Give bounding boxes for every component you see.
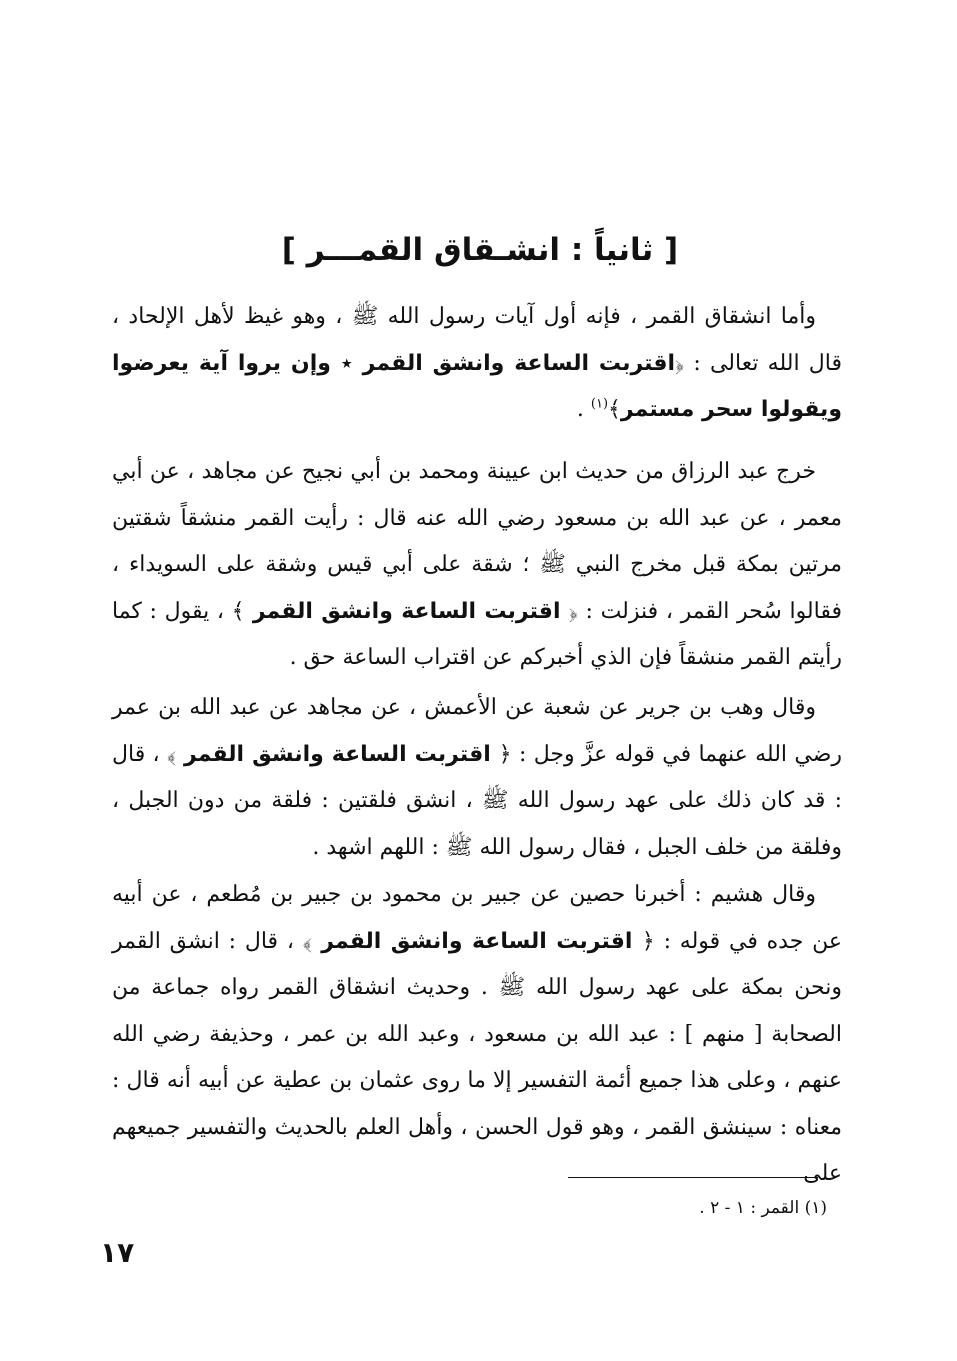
- verse-bracket: ﴾: [608, 397, 621, 422]
- paragraph-text-end: ﴾ ، قال : انشق القمر ونحن بمكة على عهد رسول الله ﷺ . وحديث انشقاق القمر رواه جماعة من الصحابة [ منهم ] : عبد الله بن مسعود ، وعبد الله بن عمر ، وحذيفة رضي الله عنهم ، وعلى هذا جميع أئمة التفسير إلا ما روى عثمان بن عطية عن أبيه أنه قال : معناه : سينشق القمر ، وهو قول الحسن ، وأهل العلم بالحديث والتفسير جميعهم على: [112, 928, 842, 1186]
- paragraph-text-end: ﴾ ، يقول : كما رأيتم القمر منشقاً فإن الذي أخبركم عن اقتراب الساعة حق .: [112, 598, 842, 670]
- footnote-marker: (١): [590, 396, 609, 412]
- paragraph-text: وقال هشيم : أخبرنا حصين عن جبير بن محمود بن جبير بن مُطعم ، عن أبيه عن جده في قوله : ﴿: [112, 882, 842, 954]
- quran-verse: اقتربت الساعة وانشق القمر: [244, 598, 569, 624]
- paragraph-text-end: .: [576, 397, 591, 422]
- paragraph-hushaym: [112, 872, 842, 1198]
- quran-verse: اقتربت الساعة وانشق القمر: [176, 741, 499, 767]
- page-number: ١٧: [100, 1236, 135, 1269]
- paragraph-text: وقال وهب بن جرير عن شعبة عن الأعمش ، عن مجاهد عن عبد الله بن عمر رضي الله عنهما في قوله عزَّ وجل : ﴿: [112, 695, 843, 767]
- quran-verse: اقتربت الساعة وانشق القمر: [311, 928, 642, 954]
- paragraph-text: خرج عبد الرزاق من حديث ابن عيينة ومحمد بن أبي نجيح عن مجاهد ، عن أبي معمر ، عن عبد الله بن مسعود رضي الله عنه قال : رأيت القمر منشقاً شقتين مرتين بمكة قبل مخرج النبي ﷺ ؛ شقة على أبي قيس وشقة على السويداء ، فقالوا سُحر القمر ، فنزلت : ﴿: [112, 459, 842, 624]
- quran-verse: اقتربت الساعة وانشق القمر ٭ وإن يروا آية يعرضوا ويقولوا سحر مستمر: [112, 350, 842, 422]
- paragraph-abd-al-razzaq: [112, 449, 842, 682]
- section-heading: [ ثانياً : انشـقاق القمـــر ]: [281, 232, 679, 268]
- paragraph-moon-splitting-intro: [112, 294, 842, 434]
- footnote: (١) القمر : ١ - ٢ .: [699, 1198, 827, 1218]
- paragraph-text: وأما انشقاق القمر ، فإنه أول آيات رسول الله ﷺ ، وهو غيظ لأهل الإلحاد ، قال الله تعالى : ﴿: [112, 304, 842, 376]
- paragraph-wahb-ibn-jarir: [112, 685, 842, 871]
- footnote-separator: [568, 1177, 818, 1178]
- paragraph-text-end: ﴾ ، قال : قد كان ذلك على عهد رسول الله ﷺ ، انشق فلقتين : فلقة من دون الجبل ، وفلقة من خلف الجبل ، فقال رسول الله ﷺ : اللهم اشهد .: [112, 741, 842, 860]
